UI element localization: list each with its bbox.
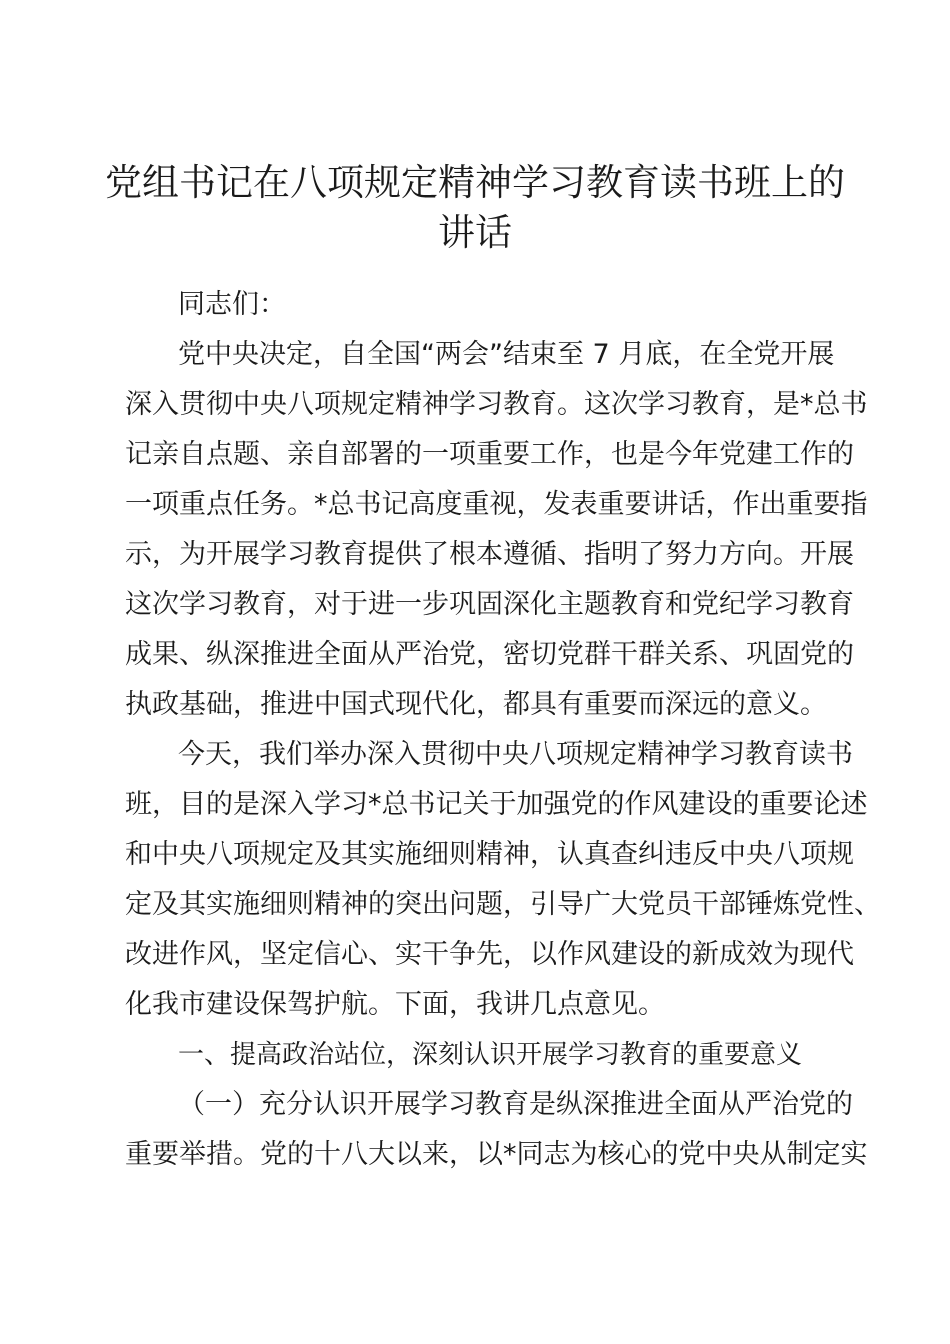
body-line: 今天，我们举办深入贯彻中央八项规定精神学习教育读书 bbox=[178, 739, 853, 770]
body-line: 化我市建设保驾护航。下面，我讲几点意见。 bbox=[125, 989, 665, 1020]
body-line: 改进作风，坚定信心、实干争先，以作风建设的新成效为现代 bbox=[125, 939, 854, 970]
salutation: 同志们： bbox=[178, 289, 286, 320]
body-line: 班，目的是深入学习*总书记关于加强党的作风建设的重要论述 bbox=[125, 789, 868, 820]
section-heading: 一、提高政治站位，深刻认识开展学习教育的重要意义 bbox=[178, 1040, 803, 1070]
body-line: 深入贯彻中央八项规定精神学习教育。这次学习教育，是*总书 bbox=[125, 389, 868, 420]
body-line: 一项重点任务。*总书记高度重视，发表重要讲话，作出重要指 bbox=[125, 489, 868, 520]
body-line: 记亲自点题、亲自部署的一项重要工作，也是今年党建工作的 bbox=[125, 439, 854, 470]
body-line: 重要举措。党的十八大以来，以*同志为核心的党中央从制定实 bbox=[125, 1139, 868, 1170]
title-line: 党组书记在八项规定精神学习教育读书班上的 bbox=[105, 161, 845, 204]
document-title bbox=[100, 158, 850, 258]
body-line: 执政基础，推进中国式现代化，都具有重要而深远的意义。 bbox=[125, 689, 827, 720]
body-line: 这次学习教育，对于进一步巩固深化主题教育和党纪学习教育 bbox=[125, 589, 854, 620]
body-line: 党中央决定，自全国“两会”结束至 7 月底，在全党开展 bbox=[178, 339, 835, 370]
body-line: 成果、纵深推进全面从严治党，密切党群干群关系、巩固党的 bbox=[125, 639, 854, 670]
body-line: 和中央八项规定及其实施细则精神，认真查纠违反中央八项规 bbox=[125, 839, 854, 870]
body-line: 示，为开展学习教育提供了根本遵循、指明了努力方向。开展 bbox=[125, 539, 854, 570]
body-line: 定及其实施细则精神的突出问题，引导广大党员干部锤炼党性、 bbox=[125, 889, 881, 920]
body-line: （一）充分认识开展学习教育是纵深推进全面从严治党的 bbox=[178, 1089, 853, 1120]
title-line: 讲话 bbox=[438, 211, 512, 254]
